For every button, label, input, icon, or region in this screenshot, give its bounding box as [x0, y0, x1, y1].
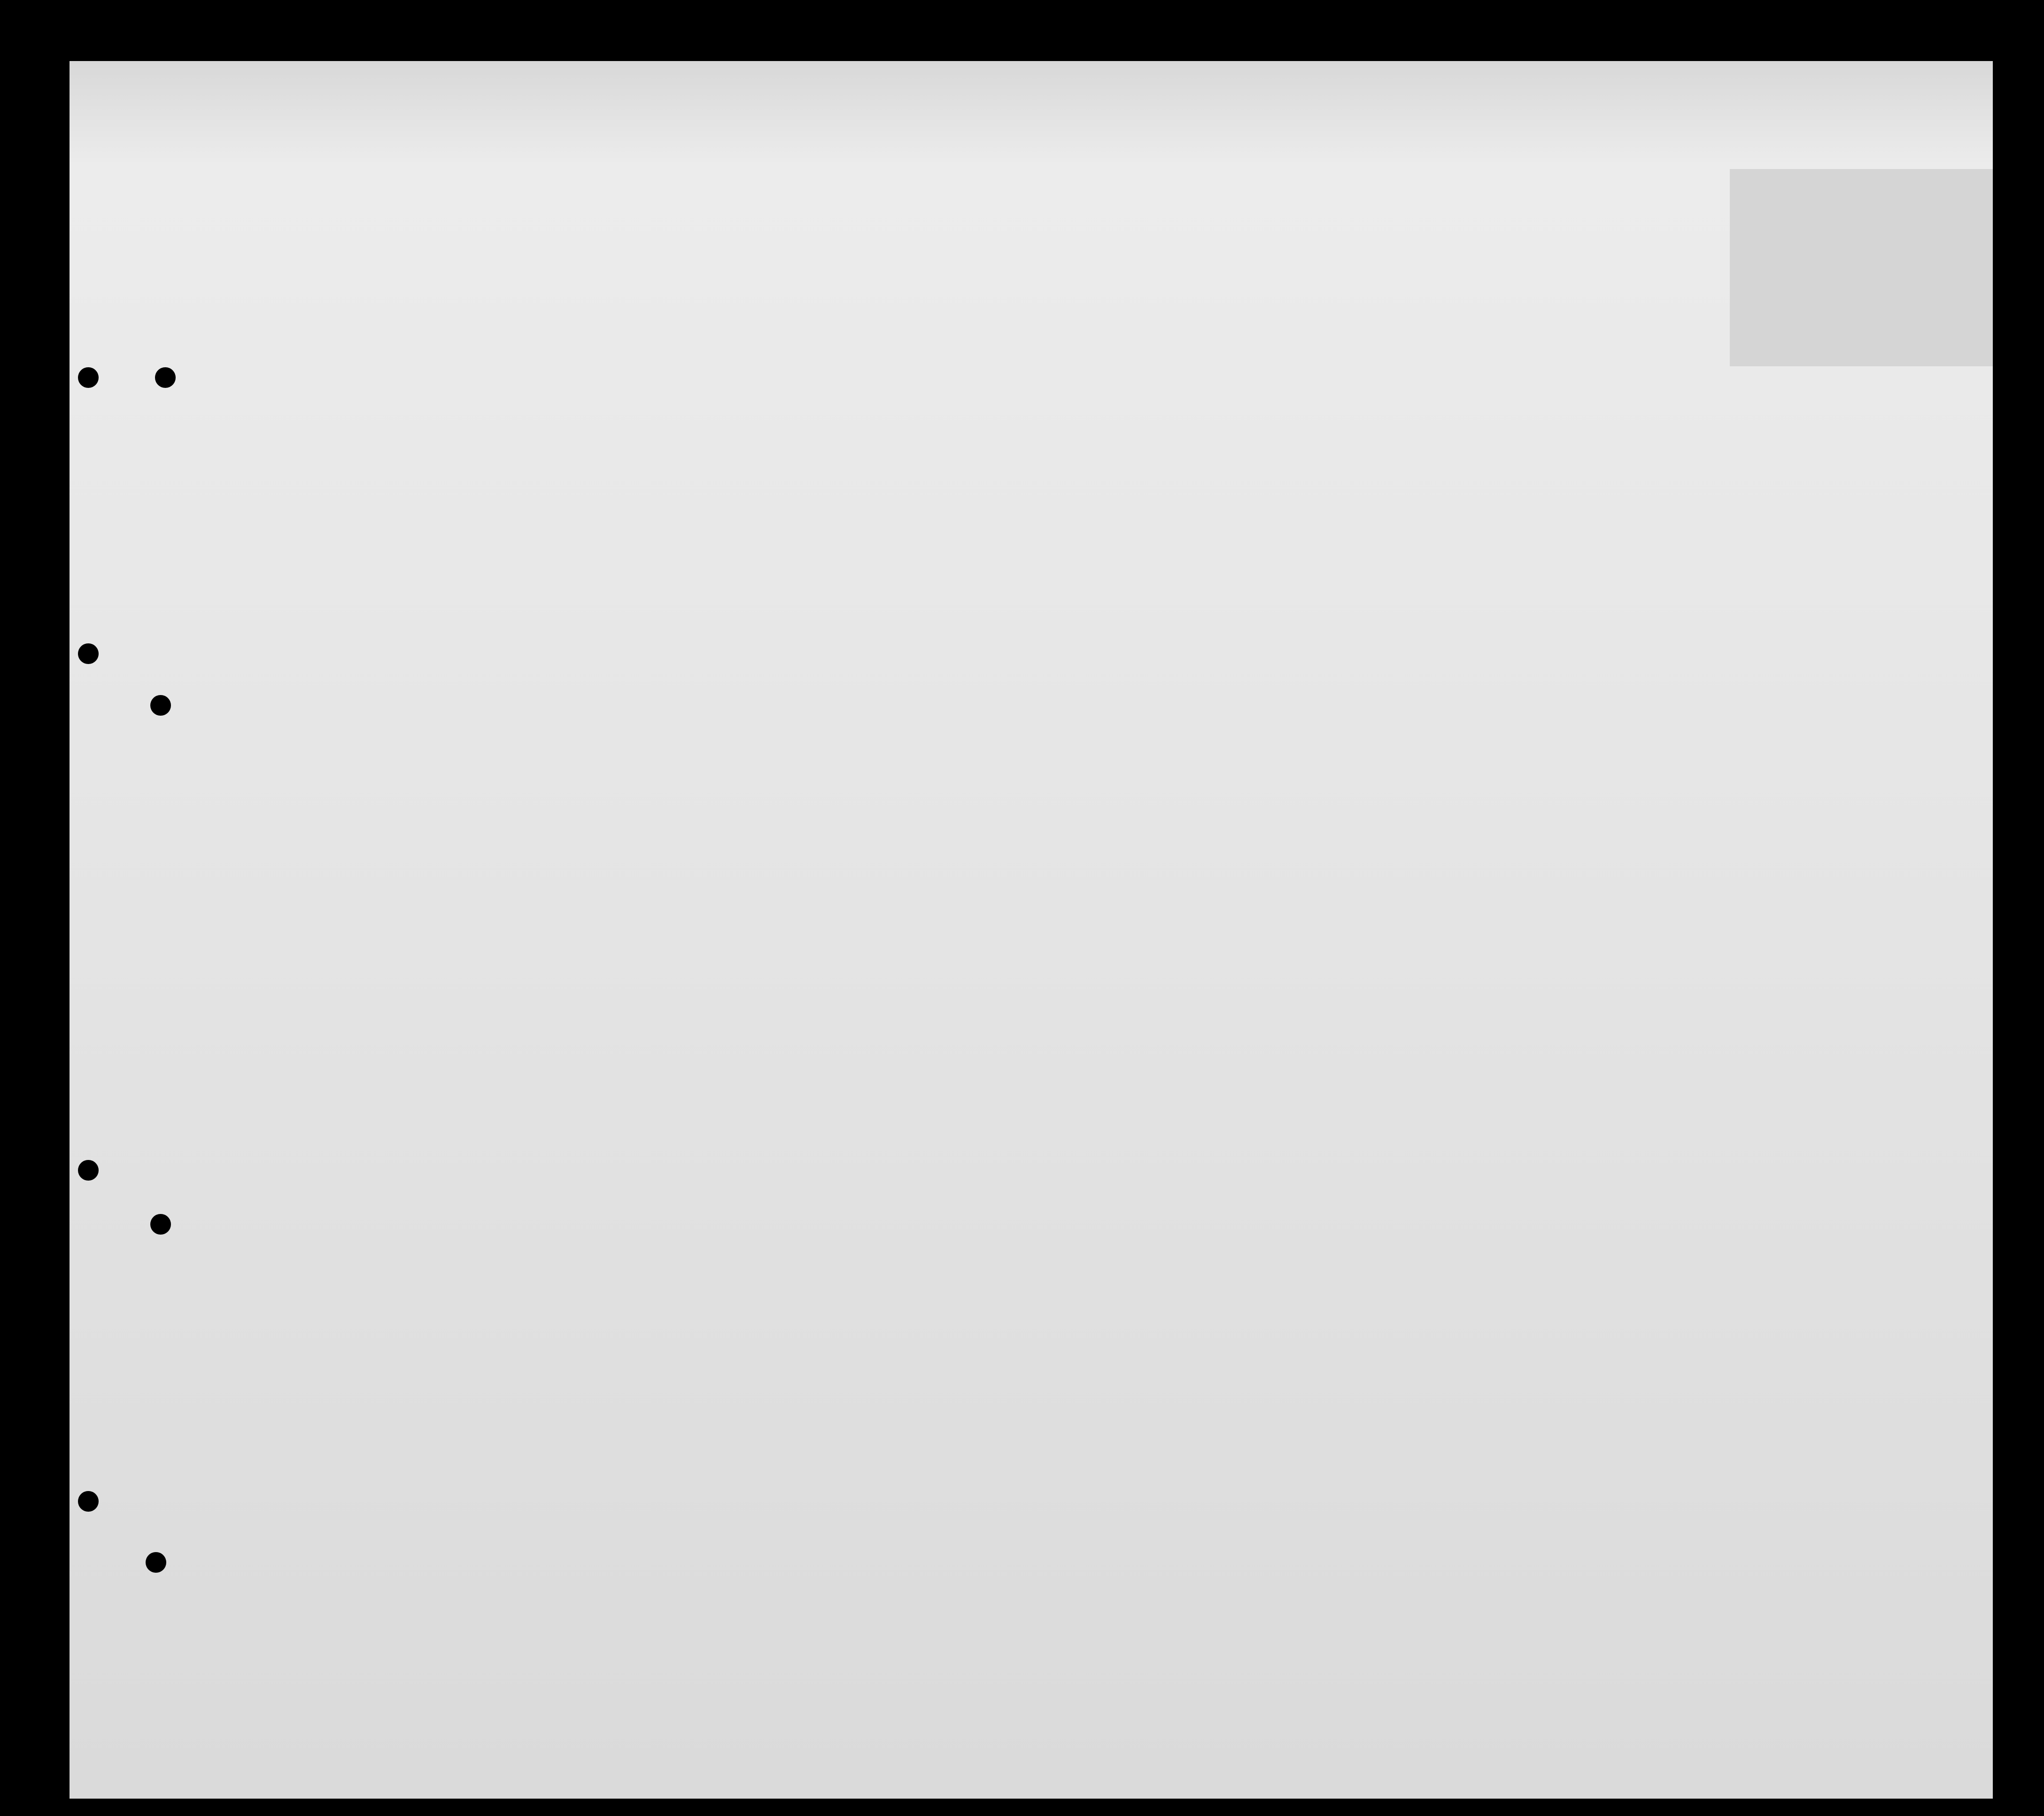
- punch-hole: [78, 1160, 99, 1181]
- sheet-tab: [1730, 169, 1993, 366]
- punch-hole: [78, 643, 99, 664]
- manifest-table: [257, 373, 1993, 1672]
- punch-hole: [150, 1214, 171, 1235]
- punch-hole: [78, 1491, 99, 1512]
- punch-hole: [155, 367, 176, 388]
- punch-hole: [78, 367, 99, 388]
- punch-hole: [146, 1552, 166, 1573]
- manifest-sheet: [70, 61, 1993, 1799]
- punch-hole: [150, 695, 171, 716]
